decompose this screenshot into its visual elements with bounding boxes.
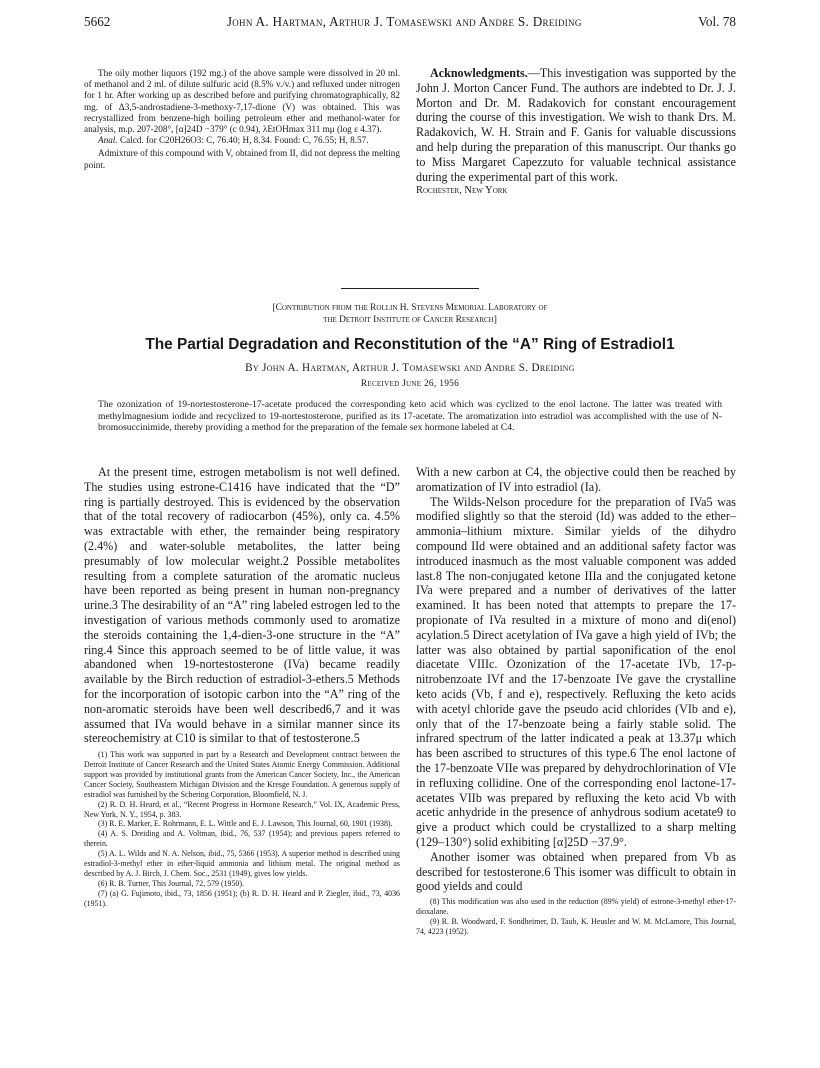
footnote-6: (6) R. B. Turner, This Journal, 72, 579 (1950). (98, 878, 244, 888)
right-column (416, 465, 736, 937)
footnotes-left (84, 750, 400, 909)
location-line: Rochester, New York (416, 185, 508, 197)
footnote-1: (1) This work was supported in part by a Research and Development contract between the Detroit Institute of Cancer Research and the United States Atomic Energy Commission. Additional support was provided by institutional grants from the American Cancer Society, Inc., the American Cancer Society, Southeastern Michigan Division and the Kresge Foundation. A generous supply of estradiol was furnished by the Schering Corporation, Bloomfield, N. J. (84, 750, 400, 799)
footnote-3: (3) R. E. Marker, E. Rohrmann, E. L. Wittle and E. J. Lawson, This Journal, 60, 1901 (1938). (98, 819, 393, 829)
footnote-7: (7) (a) G. Fujimoto, ibid., 73, 1856 (1951); (b) R. D. H. Heard and P. Ziegler, ibid., 73, 4036 (1951). (84, 888, 400, 908)
left-column (84, 465, 400, 909)
volume-label: Vol. 78 (698, 14, 736, 29)
article-byline: By John A. Hartman, Arthur J. Tomasewski and Andre S. Dreiding (245, 362, 575, 374)
analysis-paragraph (84, 135, 400, 146)
running-header (84, 14, 736, 32)
right-paragraph-2: The Wilds-Nelson procedure for the preparation of IVa5 was modified slightly so that the steroid (Id) was added to the ether–ammonia–lithium mixture. Similar yields of the dihydro compound IId were obtained and an additional safety factor was introduced inasmuch as the most valuable component was added last.8 The non-conjugated ketone IIIa and the conjugated ketone IVa were prepared and a number of derivatives of the latter examined. It has been noted that attempts to prepare the 17-propionate of IVa resulted in a mixture of mono and di(enol) acylation.5 Direct acetylation of IVa gave a high yield of IVb; the latter was also obtained by partial saponification of the enol diacetate VIIIc. Ozonization of the 17-acetate IVb, 17-p-nitrobenzoate IVf and the 17-benzoate IVe gave the crystalline keto acids (Vb, f and e), respectively. Refluxing the keto acids with acetyl chloride gave the pseudo acid chlorides (VIb and e), only that of the 17-benzoate being a fairly stable solid. The infrared spectrum of the latter indicated a peak at 13.37μ which has been ascribed to structures of this type.6 The enol lactone of the 17-benzoate VIIe was prepared by dehydrochlorination of VIe in refluxing collidine. One of the corresponding enol lactone-17-acetates VIIb was prepared by refluxing the keto acid Vb with acetic anhydride in the presence of anhydrous sodium acetate9 to give a product which could be crystallized to a sharp melting (129–130°) solid exhibiting [α]25D −37.9°. (416, 494, 736, 849)
acknowledgments-heading: Acknowledgments. (430, 66, 528, 80)
footnote-9: (9) R. B. Woodward, F. Sondheimer, D. Taub, K. Heusler and W. M. McLamore, This Journal, 74, 4223 (1952). (416, 916, 736, 936)
footnote-4: (4) A. S. Dreiding and A. Voltman, ibid., 76, 537 (1954); and previous papers referred to therein. (84, 829, 400, 849)
introduction-paragraph: At the present time, estrogen metabolism is not well defined. The studies using estrone-C1416 have indicated that the “D” ring is partially destroyed. This is evidenced by the observation that of the total recovery of radiocarbon (45%), only ca. 4.5% was extractable with ether, the remainder being respiratory (2.4%) and water-soluble metabolites, the latter being presumably of low molecular weight.2 Possible metabolites resulting from a complete saturation of the aromatic nucleus have been reported as being present in human non-pregnancy urine.3 The desirability of an “A” ring labeled estrogen led to the investigation of various methods commonly used to aromatize the steroids containing the 1,4-dien-3-one structure in the “A” ring.4 Since this approach seemed to be of little value, it was abandoned when 19-nortestosterone (IVa) became readily available by the Birch reduction of estradiol-3-ethers.5 Methods for the incorporation of isotopic carbon into the “A” ring of the non-aromatic steroids have been well described6,7 and it was assumed that IVa would behave in a similar manner since its stereochemistry at C10 is similar to that of testosterone.5 (84, 465, 400, 746)
right-paragraph-1: With a new carbon at C4, the objective could then be reached by aromatization of IV into estradiol (Ia). (416, 465, 736, 494)
received-date: Received June 26, 1956 (360, 379, 460, 389)
right-paragraph-3: Another isomer was obtained when prepared from Vb as described for testosterone.6 This isomer was difficult to obtain in good yields and could (416, 849, 736, 894)
acknowledgments-section (416, 66, 736, 199)
footnote-5: (5) A. L. Wilds and N. A. Nelson, ibid., 75, 5366 (1953). A superior method is described using estradiol-3-methyl ether in ether-liquid ammonia and lithium metal. The original method as described by A. J. Birch, J. Chem. Soc., 2531 (1949), gives low yields. (84, 849, 400, 879)
footnote-8: (8) This modification was also used in the reduction (89% yield) of estrone-3-methyl ether-17-dioxalane. (416, 897, 736, 917)
experimental-continuation (84, 68, 400, 171)
footnote-2: (2) R. D. H. Heard, et al., “Recent Progress in Hormone Research,” Vol. IX, Academic Press, New York, N. Y., 1954, p. 383. (84, 799, 400, 819)
article-title: The Partial Degradation and Reconstitution of the “A” Ring of Estradiol1 (145, 336, 675, 353)
header-authors: John A. Hartman, Arthur J. Tomasewski and Andre S. Dreiding (226, 14, 582, 29)
contribution-line-1: [Contribution from the Rollin H. Stevens Memorial Laboratory of (272, 303, 548, 313)
anal-label: Anal. (98, 135, 118, 146)
contribution-line-2: the Detroit Institute of Cancer Research] (323, 314, 497, 325)
page-number: 5662 (84, 14, 111, 29)
analysis-values: Calcd. for C20H26O3: C, 76.40; H, 8.34. Found: C, 76.55; H, 8.57. (119, 135, 369, 146)
acknowledgments-text: —This investigation was supported by the John J. Morton Cancer Fund. The authors are indebted to Dr. J. J. Morton and Dr. M. Radakovich for constant encouragement during the course of this investigation. We wish to thank Drs. M. Radakovich, W. H. Strain and F. Ganis for valuable discussions and help during the preparation of this manuscript. Our thanks go to Miss Margaret Capezzuto for valuable technical assistance during the experimental part of this work. (416, 66, 736, 184)
contribution-note (150, 303, 670, 326)
section-divider (341, 288, 479, 289)
abstract: The ozonization of 19-nortestosterone-17-acetate produced the corresponding keto acid which was cyclized to the enol lactone. The latter was treated with methylmagnesium iodide and recyclized to 19-nortestosterone, purified as its 17-acetate. The aromatization into estradiol was accomplished with the use of N-bromosuccinimide, thereby providing a method for the preparation of the female sex hormone labeled at C4. (98, 399, 722, 434)
admixture-paragraph: Admixture of this compound with V, obtained from II, did not depress the melting point. (84, 148, 400, 170)
mother-liquor-paragraph: The oily mother liquors (192 mg.) of the above sample were dissolved in 20 ml. of methanol and 2 ml. of dilute sulfuric acid (8.5% v./v.) and refluxed under nitrogen for 1 hr. After working up as described before and purifying chromatographically, 82 mg. of Δ3,5-androstadiene-3-methoxy-7,17-dione (V) was obtained. This was recrystallized from benzene-high boiling petroleum ether and methanol-water for analysis, m.p. 207-208°, [α]24D −379° (c 0.94), λEtOHmax 311 mμ (log ε 4.37). (84, 68, 400, 135)
acknowledgments-paragraph (416, 66, 736, 184)
footnotes-right (416, 897, 736, 937)
